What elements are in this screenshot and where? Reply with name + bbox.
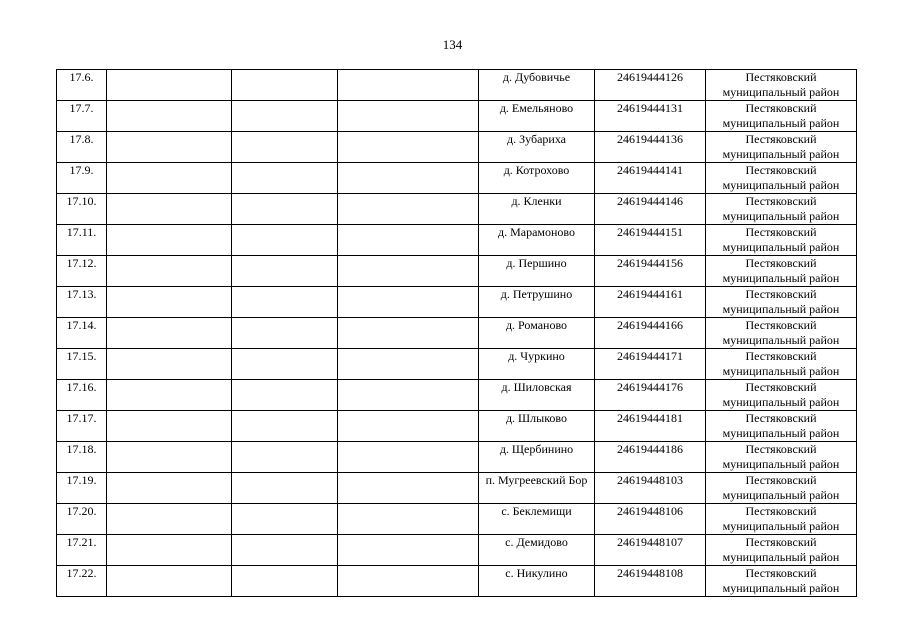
oktmo-code-cell: 24619448106 (595, 504, 706, 535)
settlement-name-cell: с. Беклемищи (479, 504, 595, 535)
oktmo-code-cell: 24619444181 (595, 411, 706, 442)
table-row (57, 163, 857, 194)
page-number: 134 (442, 37, 463, 52)
empty-cell (338, 318, 479, 349)
empty-cell (107, 163, 232, 194)
row-number-cell: 17.20. (57, 504, 107, 535)
settlement-name-cell: д. Романово (479, 318, 595, 349)
settlement-name-cell: д. Кленки (479, 194, 595, 225)
oktmo-code-cell: 24619444156 (595, 256, 706, 287)
settlement-name-cell: с. Демидово (479, 535, 595, 566)
settlement-name-cell: д. Петрушино (479, 287, 595, 318)
empty-cell (107, 70, 232, 101)
settlement-table (56, 69, 857, 597)
table-row (57, 535, 857, 566)
row-number-cell: 17.18. (57, 442, 107, 473)
table-body (57, 70, 857, 597)
row-number-cell: 17.8. (57, 132, 107, 163)
empty-cell (232, 411, 338, 442)
district-cell: Пестяковский муниципальный район (706, 163, 857, 194)
empty-cell (232, 287, 338, 318)
empty-cell (107, 225, 232, 256)
table-row (57, 256, 857, 287)
oktmo-code-cell: 24619444151 (595, 225, 706, 256)
empty-cell (107, 287, 232, 318)
empty-cell (232, 163, 338, 194)
row-number-cell: 17.12. (57, 256, 107, 287)
table-row (57, 566, 857, 597)
settlement-name-cell: д. Дубовичье (479, 70, 595, 101)
empty-cell (338, 535, 479, 566)
table-row (57, 442, 857, 473)
empty-cell (232, 349, 338, 380)
empty-cell (338, 132, 479, 163)
empty-cell (338, 411, 479, 442)
district-cell: Пестяковский муниципальный район (706, 535, 857, 566)
empty-cell (232, 380, 338, 411)
oktmo-code-cell: 24619444161 (595, 287, 706, 318)
row-number-cell: 17.13. (57, 287, 107, 318)
empty-cell (338, 473, 479, 504)
row-number-cell: 17.15. (57, 349, 107, 380)
empty-cell (232, 194, 338, 225)
settlement-name-cell: д. Котрохово (479, 163, 595, 194)
empty-cell (232, 504, 338, 535)
oktmo-code-cell: 24619444176 (595, 380, 706, 411)
table-row (57, 287, 857, 318)
district-cell: Пестяковский муниципальный район (706, 504, 857, 535)
empty-cell (338, 380, 479, 411)
empty-cell (338, 194, 479, 225)
oktmo-code-cell: 24619444126 (595, 70, 706, 101)
district-cell: Пестяковский муниципальный район (706, 225, 857, 256)
empty-cell (338, 287, 479, 318)
oktmo-code-cell: 24619444166 (595, 318, 706, 349)
table-row (57, 504, 857, 535)
empty-cell (338, 163, 479, 194)
empty-cell (107, 535, 232, 566)
district-cell: Пестяковский муниципальный район (706, 101, 857, 132)
empty-cell (338, 504, 479, 535)
oktmo-code-cell: 24619444136 (595, 132, 706, 163)
empty-cell (107, 442, 232, 473)
row-number-cell: 17.9. (57, 163, 107, 194)
empty-cell (107, 349, 232, 380)
row-number-cell: 17.21. (57, 535, 107, 566)
settlement-name-cell: д. Щербинино (479, 442, 595, 473)
district-cell: Пестяковский муниципальный район (706, 194, 857, 225)
empty-cell (232, 318, 338, 349)
empty-cell (107, 473, 232, 504)
table-row (57, 349, 857, 380)
empty-cell (232, 132, 338, 163)
empty-cell (338, 256, 479, 287)
oktmo-code-cell: 24619444146 (595, 194, 706, 225)
oktmo-code-cell: 24619448103 (595, 473, 706, 504)
oktmo-code-cell: 24619444141 (595, 163, 706, 194)
district-cell: Пестяковский муниципальный район (706, 380, 857, 411)
row-number-cell: 17.17. (57, 411, 107, 442)
row-number-cell: 17.22. (57, 566, 107, 597)
row-number-cell: 17.6. (57, 70, 107, 101)
table-row (57, 411, 857, 442)
empty-cell (107, 194, 232, 225)
empty-cell (107, 566, 232, 597)
settlement-name-cell: д. Зубариха (479, 132, 595, 163)
empty-cell (338, 101, 479, 132)
oktmo-code-cell: 24619444171 (595, 349, 706, 380)
empty-cell (338, 70, 479, 101)
empty-cell (232, 473, 338, 504)
settlement-name-cell: д. Шлыково (479, 411, 595, 442)
row-number-cell: 17.16. (57, 380, 107, 411)
oktmo-code-cell: 24619444186 (595, 442, 706, 473)
empty-cell (107, 256, 232, 287)
empty-cell (107, 101, 232, 132)
district-cell: Пестяковский муниципальный район (706, 349, 857, 380)
empty-cell (338, 442, 479, 473)
empty-cell (107, 411, 232, 442)
empty-cell (232, 101, 338, 132)
district-cell: Пестяковский муниципальный район (706, 132, 857, 163)
empty-cell (232, 566, 338, 597)
empty-cell (232, 442, 338, 473)
oktmo-code-cell: 24619448107 (595, 535, 706, 566)
settlement-name-cell: с. Никулино (479, 566, 595, 597)
district-cell: Пестяковский муниципальный район (706, 411, 857, 442)
table-row (57, 225, 857, 256)
table-row (57, 70, 857, 101)
row-number-cell: 17.19. (57, 473, 107, 504)
empty-cell (107, 132, 232, 163)
row-number-cell: 17.11. (57, 225, 107, 256)
settlement-name-cell: д. Емельяново (479, 101, 595, 132)
table-row (57, 318, 857, 349)
empty-cell (232, 256, 338, 287)
row-number-cell: 17.7. (57, 101, 107, 132)
table-row (57, 380, 857, 411)
district-cell: Пестяковский муниципальный район (706, 473, 857, 504)
row-number-cell: 17.10. (57, 194, 107, 225)
oktmo-code-cell: 24619448108 (595, 566, 706, 597)
settlement-name-cell: д. Марамоново (479, 225, 595, 256)
empty-cell (232, 535, 338, 566)
row-number-cell: 17.14. (57, 318, 107, 349)
empty-cell (232, 225, 338, 256)
empty-cell (338, 349, 479, 380)
district-cell: Пестяковский муниципальный район (706, 566, 857, 597)
oktmo-code-cell: 24619444131 (595, 101, 706, 132)
settlement-name-cell: д. Чуркино (479, 349, 595, 380)
settlement-name-cell: д. Першино (479, 256, 595, 287)
table-row (57, 194, 857, 225)
empty-cell (107, 380, 232, 411)
table-row (57, 132, 857, 163)
district-cell: Пестяковский муниципальный район (706, 256, 857, 287)
table-row (57, 101, 857, 132)
empty-cell (338, 225, 479, 256)
district-cell: Пестяковский муниципальный район (706, 318, 857, 349)
table-row (57, 473, 857, 504)
empty-cell (338, 566, 479, 597)
district-cell: Пестяковский муниципальный район (706, 442, 857, 473)
empty-cell (107, 504, 232, 535)
empty-cell (232, 70, 338, 101)
district-cell: Пестяковский муниципальный район (706, 287, 857, 318)
district-cell: Пестяковский муниципальный район (706, 70, 857, 101)
empty-cell (107, 318, 232, 349)
settlement-name-cell: п. Мугреевский Бор (479, 473, 595, 504)
settlement-name-cell: д. Шиловская (479, 380, 595, 411)
